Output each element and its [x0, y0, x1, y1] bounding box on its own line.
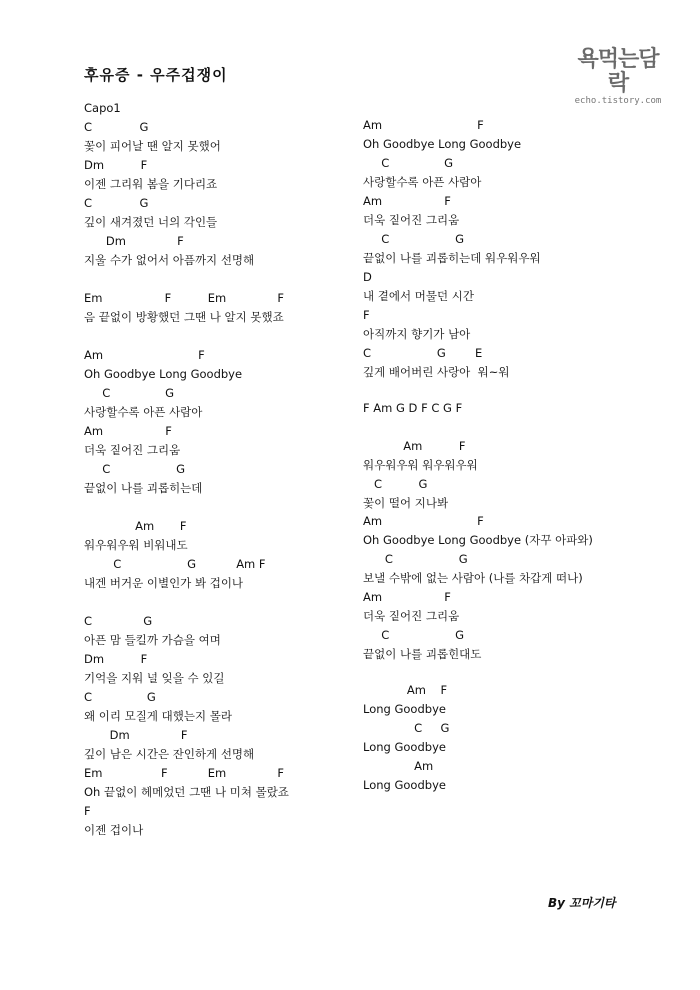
signature: By 꼬마기타 — [548, 896, 616, 910]
lyric-line: C G — [363, 156, 454, 170]
lyric-line: 더욱 짙어진 그리움 — [84, 443, 181, 457]
lyric-line: Oh Goodbye Long Goodbye — [363, 137, 522, 151]
lyric-line: C G Am F — [84, 557, 266, 571]
lyric-line: Capo1 — [84, 101, 121, 115]
lyric-line: 깊게 배어버린 사랑아 워~워 — [363, 365, 510, 379]
lyric-line: C G — [363, 721, 450, 735]
lyric-line: Long Goodbye — [363, 740, 446, 754]
lyric-line: Dm F — [84, 728, 188, 742]
lyric-line: 끝없이 나를 괴롭히는데 — [84, 481, 203, 495]
lyric-line: Am F — [363, 514, 484, 528]
lyric-line: 지울 수가 없어서 아픔까지 선명해 — [84, 253, 255, 267]
lyric-line: 이젠 그리워 봄을 기다리죠 — [84, 177, 218, 191]
lyric-line: 사랑할수록 아픈 사람아 — [363, 175, 482, 189]
lyric-line: 꽃이 떨어 지나봐 — [363, 496, 449, 510]
lyric-line: Am F — [363, 590, 451, 604]
blog-logo — [568, 48, 668, 107]
lyric-line: Am F — [84, 519, 187, 533]
lyric-line: 기억을 지워 널 잊을 수 있길 — [84, 671, 225, 685]
lyric-line: F Am G D F C G F — [363, 401, 463, 415]
lyric-line: C G — [84, 386, 175, 400]
lyric-line: 내 곁에서 머물던 시간 — [363, 289, 474, 303]
lyric-line: 내겐 버거운 이별인가 봐 겁이나 — [84, 576, 244, 590]
song-title: 후유증 - 우주겁쟁이 — [84, 66, 228, 84]
lyric-line: F — [84, 804, 91, 818]
lyric-line: Em F Em F — [84, 766, 285, 780]
lyric-line: C G — [363, 232, 465, 246]
lyric-line: 아직까지 향기가 남아 — [363, 327, 471, 341]
lyric-line: Long Goodbye — [363, 778, 446, 792]
lyric-line: C G — [84, 462, 186, 476]
lyric-line: 음 끝없이 방황했던 그땐 나 알지 못했죠 — [84, 310, 284, 324]
lyric-line: 왜 이리 모질게 대했는지 몰라 — [84, 709, 232, 723]
lyric-line: 아픈 맘 들킬까 가슴을 여며 — [84, 633, 221, 647]
lyric-line: Oh Goodbye Long Goodbye (자꾸 아파와) — [363, 533, 593, 547]
lyric-line: Long Goodbye — [363, 702, 446, 716]
lyric-line: 워우워우워 워우워우워 — [363, 458, 478, 472]
lyric-line: 워우워우워 비워내도 — [84, 538, 188, 552]
lyric-line: Am F — [363, 439, 466, 453]
lyric-line: Oh Goodbye Long Goodbye — [84, 367, 243, 381]
lyric-line: C G — [84, 690, 156, 704]
lyric-line: C G — [84, 120, 149, 134]
lyric-line: D — [363, 270, 372, 284]
lyric-line: 끝없이 나를 괴롭힌대도 — [363, 647, 482, 661]
lyric-line: C G — [363, 628, 465, 642]
lyric-line: C G — [363, 552, 468, 566]
lyric-line: C G — [363, 477, 428, 491]
lyric-line: C G — [84, 614, 153, 628]
lyric-line: F — [363, 308, 370, 322]
lyric-line: Am — [363, 759, 434, 773]
lyric-line: Dm F — [84, 234, 184, 248]
lyric-line: 보낼 수밖에 없는 사람아 (나를 차갑게 떠나) — [363, 571, 583, 585]
lyric-line: Am F — [363, 194, 451, 208]
lyric-line: 이젠 겁이나 — [84, 823, 144, 837]
lyric-line: 깊이 남은 시간은 잔인하게 선명해 — [84, 747, 255, 761]
lyric-line: 깊이 새겨졌던 너의 각인들 — [84, 215, 218, 229]
lyric-line: 사랑할수록 아픈 사람아 — [84, 405, 203, 419]
lyric-line: Am F — [84, 424, 172, 438]
lyric-line: Em F Em F — [84, 291, 285, 305]
lyric-line: Am F — [84, 348, 205, 362]
logo-url: echo.tistory.com — [574, 96, 662, 106]
lyric-line: 끝없이 나를 괴롭히는데 워우워우워 — [363, 251, 541, 265]
lyric-line: C G — [84, 196, 149, 210]
lyric-line: 더욱 짙어진 그리움 — [363, 213, 460, 227]
lyric-line: C G E — [363, 346, 483, 360]
lyric-line: Am F — [363, 118, 484, 132]
logo-text: 욕먹는담락 — [577, 47, 659, 96]
lyric-line: Dm F — [84, 652, 148, 666]
lyric-line: 꽃이 피어날 땐 알지 못했어 — [84, 139, 221, 153]
lyric-line: Am F — [363, 683, 448, 697]
lyric-line: 더욱 짙어진 그리움 — [363, 609, 460, 623]
lyric-line: Dm F — [84, 158, 148, 172]
lyric-line: Oh 끝없이 헤메었던 그땐 나 미쳐 몰랐죠 — [84, 785, 289, 799]
